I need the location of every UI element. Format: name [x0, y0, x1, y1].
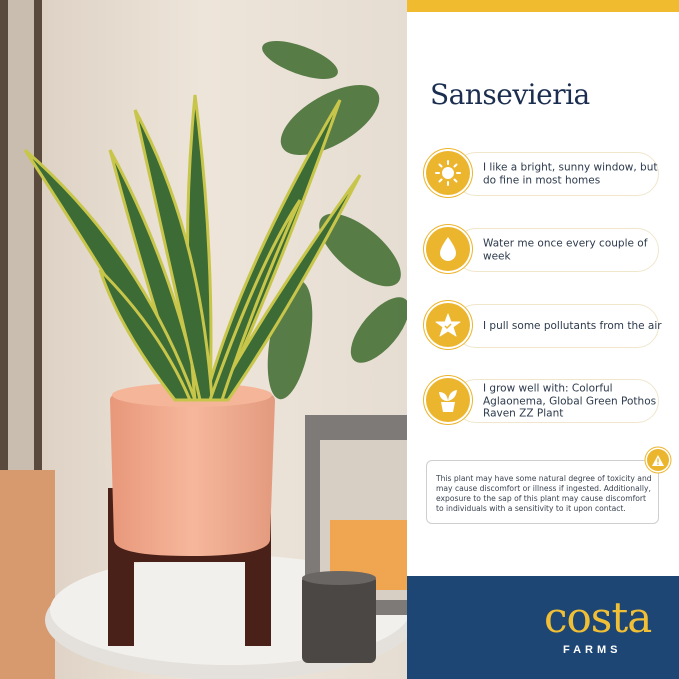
info-panel [407, 0, 679, 679]
feature-text: I grow well with: Colorful Aglaonema, Global Green Pothos Raven ZZ Plant [483, 382, 657, 420]
feature-water [426, 227, 659, 273]
brand-logo: costa [544, 593, 652, 642]
feature-text: Water me once every couple of week [483, 237, 648, 262]
potted-plant-icon [426, 378, 470, 422]
brand-footer [407, 576, 679, 679]
water-drop-icon [426, 227, 470, 271]
feature-air [426, 303, 662, 349]
feature-light [426, 151, 659, 197]
toxicity-notice [426, 460, 659, 524]
warning-icon [647, 449, 669, 471]
feature-text: I like a bright, sunny window, but do fine in most homes [483, 161, 658, 186]
accent-bar [407, 0, 679, 12]
feature-text: I pull some pollutants from the air [483, 319, 662, 332]
brand-sub: FARMS [563, 644, 622, 656]
feature-companions [426, 378, 659, 424]
product-title: Sansevieria [430, 78, 590, 111]
star-check-icon [426, 303, 470, 347]
sun-icon [426, 151, 470, 195]
toxicity-text: This plant may have some natural degree of toxicity and may cause discomfort or illness if ingested. Additionally, exposure to the sap of this plant may cause discomfort to individuals with a sensitivity to it upon contact. [436, 474, 652, 513]
